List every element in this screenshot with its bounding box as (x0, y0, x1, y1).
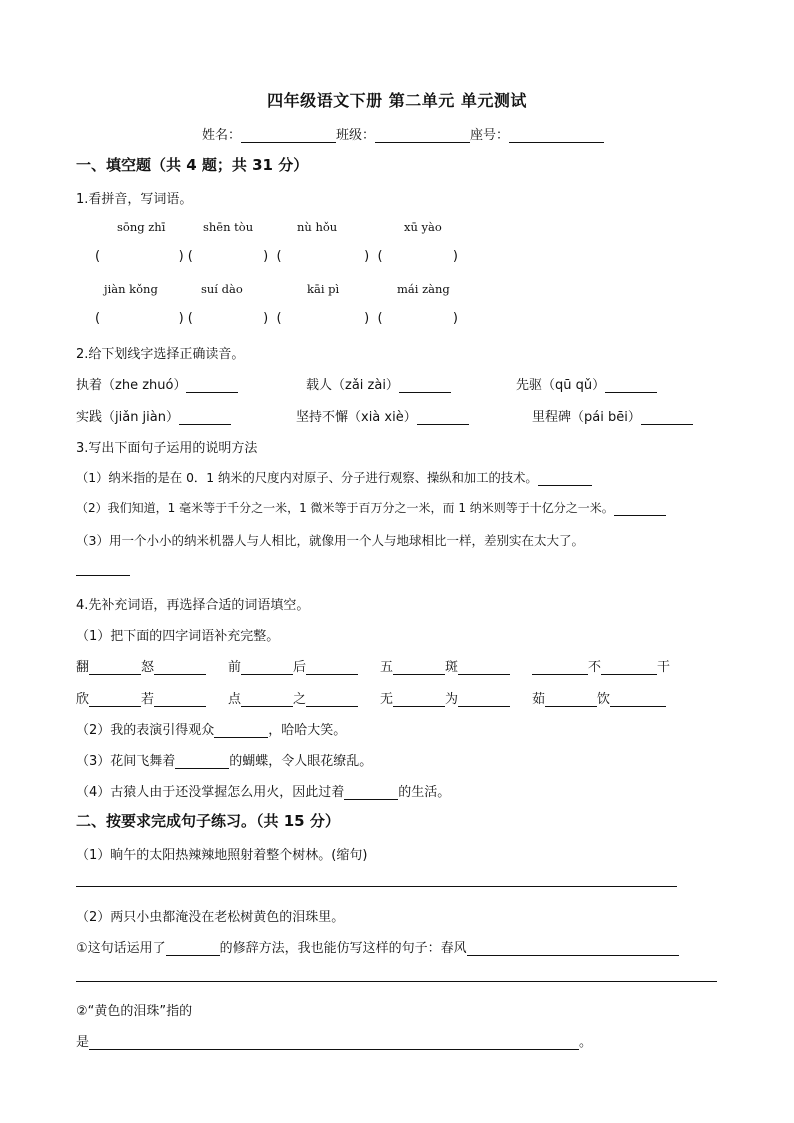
answer-blank[interactable] (344, 785, 398, 800)
answer-blank[interactable] (467, 941, 679, 956)
s2-sentence: （2）两只小虫都淹没在老松树黄色的泪珠里。 (76, 910, 345, 925)
pinyin: jiàn kǒng (104, 282, 158, 296)
answer-blank[interactable] (154, 660, 206, 675)
answer-blank[interactable] (545, 692, 597, 707)
page-title: 四年级语文下册 第二单元 单元测试 (267, 91, 527, 110)
answer-blank[interactable] (538, 471, 592, 486)
answer-blank[interactable] (605, 378, 657, 393)
answer-blank[interactable] (166, 941, 220, 956)
q3-sentence: （2）我们知道，1 毫米等于千分之一米，1 微米等于百万分之一米，而 1 纳米则等于十亿分之一米。 (76, 499, 666, 516)
answer-blank[interactable] (89, 692, 141, 707)
idiom: 五 斑 (380, 656, 510, 675)
idiom: 前 后 (228, 656, 358, 675)
idiom: 翻 怒 (76, 656, 206, 675)
idiom: 欣 若 (76, 688, 206, 707)
pinyin: kāi pì (307, 282, 340, 296)
pinyin: mái zàng (397, 282, 450, 296)
student-info (202, 124, 604, 143)
answer-blank[interactable] (614, 501, 666, 516)
answer-blank[interactable] (399, 378, 451, 393)
pinyin: suí dào (201, 282, 243, 296)
answer-blank[interactable] (214, 723, 268, 738)
pinyin: xū yào (404, 220, 442, 234)
s2-sentence: （1）晌午的太阳热辣辣地照射着整个树林。(缩句) (76, 848, 368, 863)
answer-blank[interactable] (186, 378, 238, 393)
q4-prompt: 4.先补充词语，再选择合适的词语填空。 (76, 598, 310, 613)
q4-s2: （2）我的表演引得观众 ，哈哈大笑。 (76, 723, 347, 738)
answer-blank[interactable] (89, 1035, 579, 1050)
q4-s3: （3）花间飞舞着 的蝴蝶，令人眼花缭乱。 (76, 754, 373, 769)
q2-item: 坚持不懈（xià xiè） (296, 406, 469, 425)
answer-blank[interactable] (458, 692, 510, 707)
q4-sub1: （1）把下面的四字词语补充完整。 (76, 629, 280, 644)
pinyin: sōng zhī (117, 220, 166, 234)
q2-item: 载人（zǎi zài） (306, 374, 451, 393)
idiom: 不 干 (532, 656, 670, 675)
answer-blank[interactable] (179, 410, 231, 425)
answer-line[interactable] (76, 981, 717, 982)
answer-blank[interactable] (306, 692, 358, 707)
answer-blank[interactable] (458, 660, 510, 675)
answer-parens-row1[interactable]: ( ) ( ) ( ) ( ) (95, 249, 458, 264)
pinyin: nù hǒu (297, 220, 338, 234)
seat-label: 座号： (470, 128, 510, 143)
section2-heading: 二、按要求完成句子练习。（共 15 分） (76, 812, 340, 830)
answer-blank[interactable] (417, 410, 469, 425)
s2-task2: ②“黄色的泪珠”指的 (76, 1004, 193, 1019)
answer-parens-row2[interactable]: ( ) ( ) ( ) ( ) (95, 311, 458, 326)
answer-blank[interactable] (393, 692, 445, 707)
answer-blank[interactable] (306, 660, 358, 675)
section1-heading: 一、填空题（共 4 题；共 31 分） (76, 156, 309, 174)
answer-blank[interactable] (393, 660, 445, 675)
answer-blank[interactable] (641, 410, 693, 425)
s2-task2-answer: 是 。 (76, 1035, 593, 1050)
answer-blank[interactable] (532, 660, 588, 675)
class-label: 班级： (336, 128, 376, 143)
name-label: 姓名： (202, 128, 242, 143)
q2-item: 先驱（qū qǔ） (516, 374, 657, 393)
idiom: 茹 饮 (532, 688, 666, 707)
q3-prompt: 3.写出下面句子运用的说明方法 (76, 441, 258, 456)
q3-sentence: （3）用一个小小的纳米机器人与人相比，就像用一个人与地球相比一样，差别实在太大了。 (76, 533, 584, 548)
answer-blank[interactable] (76, 575, 130, 576)
answer-blank[interactable] (175, 754, 229, 769)
q3-sentence: （1）纳米指的是在 0．1 纳米的尺度内对原子、分子进行观察、操纵和加工的技术。 (76, 468, 592, 486)
class-field[interactable] (375, 128, 470, 143)
answer-blank[interactable] (154, 692, 206, 707)
q2-item: 实践（jiǎn jiàn） (76, 406, 231, 425)
q1-prompt: 1.看拼音，写词语。 (76, 192, 193, 207)
q2-item: 执着（zhe zhuó） (76, 374, 238, 393)
q4-s4: （4）古猿人由于还没掌握怎么用火，因此过着 的生活。 (76, 785, 451, 800)
answer-blank[interactable] (241, 692, 293, 707)
q2-prompt: 2.给下划线字选择正确读音。 (76, 347, 245, 362)
name-field[interactable] (241, 128, 336, 143)
seat-field[interactable] (509, 128, 604, 143)
answer-line[interactable] (76, 886, 677, 887)
idiom: 点 之 (228, 688, 358, 707)
idiom: 无 为 (380, 688, 510, 707)
pinyin: shēn tòu (203, 220, 254, 234)
s2-task1: ①这句话运用了 的修辞方法，我也能仿写这样的句子：春风 (76, 937, 679, 956)
answer-blank[interactable] (610, 692, 666, 707)
answer-blank[interactable] (89, 660, 141, 675)
answer-blank[interactable] (241, 660, 293, 675)
answer-blank[interactable] (601, 660, 657, 675)
q2-item: 里程碑（pái bēi） (532, 406, 693, 425)
